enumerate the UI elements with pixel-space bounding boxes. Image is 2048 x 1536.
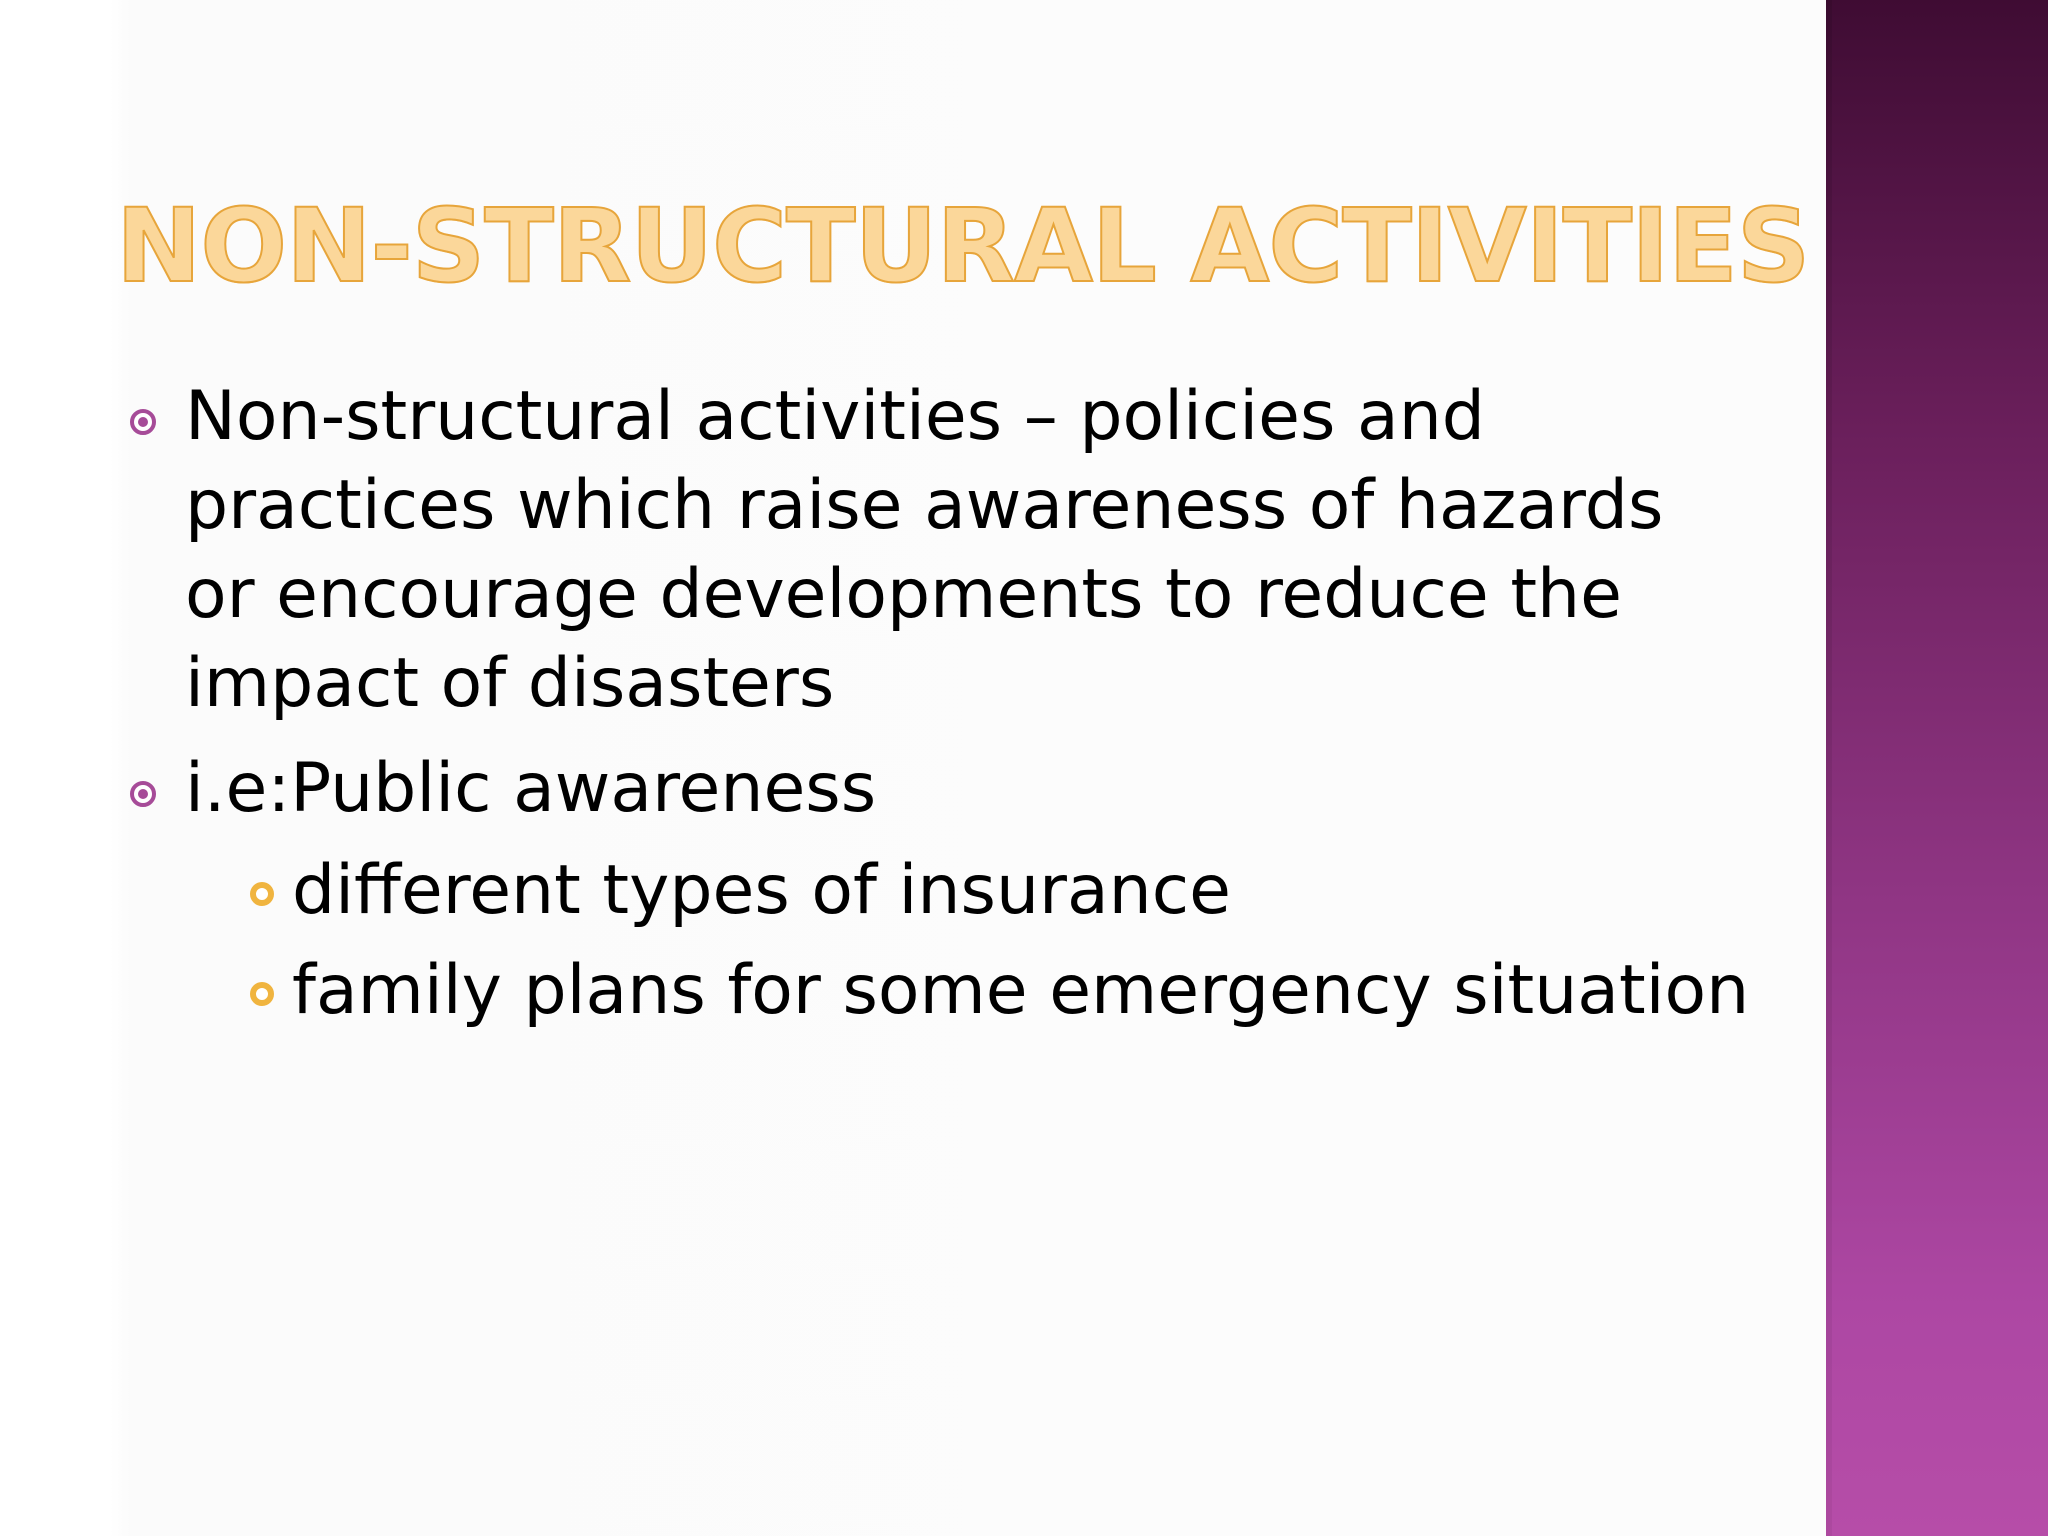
sub-bullet-insurance xyxy=(292,846,1231,935)
sub-bullet-family-plans xyxy=(292,946,1749,1035)
circle-ring-icon xyxy=(250,882,274,906)
bullet-text: Non-structural activities – policies and practices which raise awareness of hazards or encourage developments to reduce the impact of disasters xyxy=(185,377,1664,723)
bullet-item-public-awareness xyxy=(185,744,1665,833)
circle-dot-icon xyxy=(130,409,156,435)
sub-bullet-text: different types of insurance xyxy=(292,851,1231,930)
circle-ring-icon xyxy=(250,982,274,1006)
bullet-text: i.e:Public awareness xyxy=(185,749,877,828)
slide-title: NON-STRUCTURAL ACTIVITIES xyxy=(116,187,1810,306)
sub-bullet-text: family plans for some emergency situation xyxy=(292,951,1750,1030)
circle-dot-icon xyxy=(130,781,156,807)
bullet-item-definition xyxy=(185,372,1665,728)
decorative-sidebar xyxy=(1826,0,2048,1536)
